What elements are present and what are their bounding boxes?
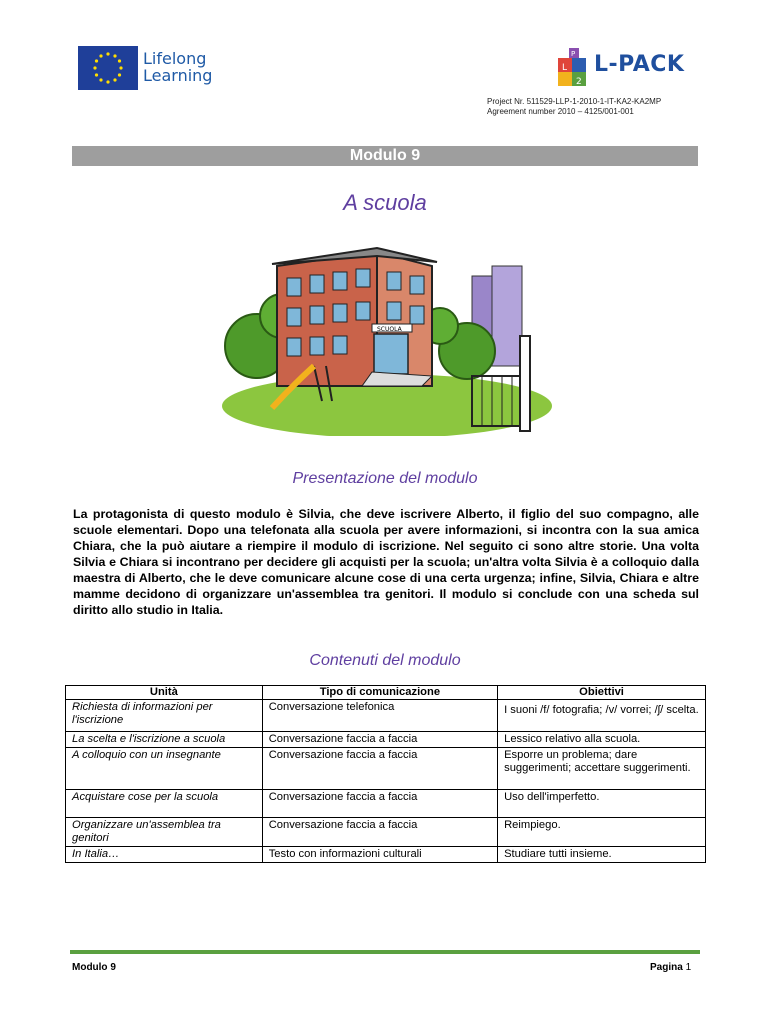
column-header-type: Tipo di comunicazione	[262, 686, 497, 700]
cell-type: Conversazione faccia a faccia	[262, 790, 497, 818]
table-row	[66, 748, 706, 790]
page-label: Pagina	[650, 962, 683, 973]
eu-flag-logo	[78, 46, 138, 90]
cell-unit: A colloquio con un insegnante	[66, 748, 263, 790]
cell-unit: Organizzare un'assemblea tra genitori	[66, 818, 263, 847]
cell-goal: Esporre un problema; dare suggerimenti; accettare suggerimenti.	[498, 748, 706, 790]
cell-goal: Uso dell'imperfetto.	[498, 790, 706, 818]
column-header-unit: Unità	[66, 686, 263, 700]
agreement-number: Agreement number 2010 – 4125/001-001	[487, 107, 634, 116]
cell-unit: La scelta e l'iscrizione a scuola	[66, 732, 263, 748]
module-bar: Modulo 9	[72, 146, 698, 166]
table-row	[66, 847, 706, 863]
school-illustration	[222, 236, 552, 436]
footer-divider	[70, 950, 700, 954]
contents-table	[65, 685, 706, 863]
cell-unit: Richiesta di informazioni per l'iscrizione	[66, 700, 263, 732]
presentation-text: La protagonista di questo modulo è Silvia, che deve iscrivere Alberto, il figlio del suo compagno, alle scuole elementari. Dopo una telefonata alla scuola per avere informazioni, si incontra con la sua amica Chiara, che la può aiutare a riempire il modulo di iscrizione. Nel seguito ci sono altre storie. Una volta Silvia e Chiara si incontrano per decidere gli acquisti per la scuola; un'altra volta Silvia è a colloquio dalla maestra di Alberto, che le deve comunicare alcune cose di una certa urgenza; infine, Silvia, Chiara e altre mamme decidono di organizzare un'assemblea tra genitori. Il modulo si conclude con una scheda sul diritto allo studio in Italia.	[73, 507, 699, 617]
cell-unit: In Italia…	[66, 847, 263, 863]
table-header-row	[66, 686, 706, 700]
school-sign-text: SCUOLA	[377, 326, 402, 333]
cell-goal: Lessico relativo alla scuola.	[498, 732, 706, 748]
cell-type: Conversazione telefonica	[262, 700, 497, 732]
cell-goal: I suoni /f/ fotografia; /v/ vorrei; /ʃ/ scelta.	[498, 700, 706, 732]
column-header-goals: Obiettivi	[498, 686, 706, 700]
brand-title: L-PACK	[594, 52, 685, 77]
contents-heading: Contenuti del modulo	[309, 652, 461, 669]
cell-goal: Studiare tutti insieme.	[498, 847, 706, 863]
lifelong-learning-logo-text	[143, 50, 212, 84]
cell-type: Conversazione faccia a faccia	[262, 732, 497, 748]
cell-goal: Reimpiego.	[498, 818, 706, 847]
svg-text:P: P	[571, 50, 576, 58]
project-info	[487, 97, 661, 117]
cell-type: Conversazione faccia a faccia	[262, 818, 497, 847]
table-row	[66, 790, 706, 818]
page-number: 1	[685, 962, 692, 973]
cell-unit: Acquistare cose per la scuola	[66, 790, 263, 818]
svg-text:L: L	[562, 63, 568, 73]
cell-type: Conversazione faccia a faccia	[262, 748, 497, 790]
presentation-heading: Presentazione del modulo	[292, 470, 478, 487]
table-row	[66, 700, 706, 732]
logo-text-line1: Lifelong	[143, 49, 207, 68]
svg-text:2: 2	[576, 77, 582, 87]
cell-type: Testo con informazioni culturali	[262, 847, 497, 863]
table-row	[66, 818, 706, 847]
table-row	[66, 732, 706, 748]
project-number: Project Nr. 511529-LLP-1-2010-1-IT-KA2-KA2MP	[487, 97, 662, 106]
page-title: A scuola	[343, 190, 427, 215]
logo-text-line2: Learning	[143, 66, 213, 85]
footer-module: Modulo 9	[72, 962, 116, 973]
footer-page	[650, 962, 691, 973]
